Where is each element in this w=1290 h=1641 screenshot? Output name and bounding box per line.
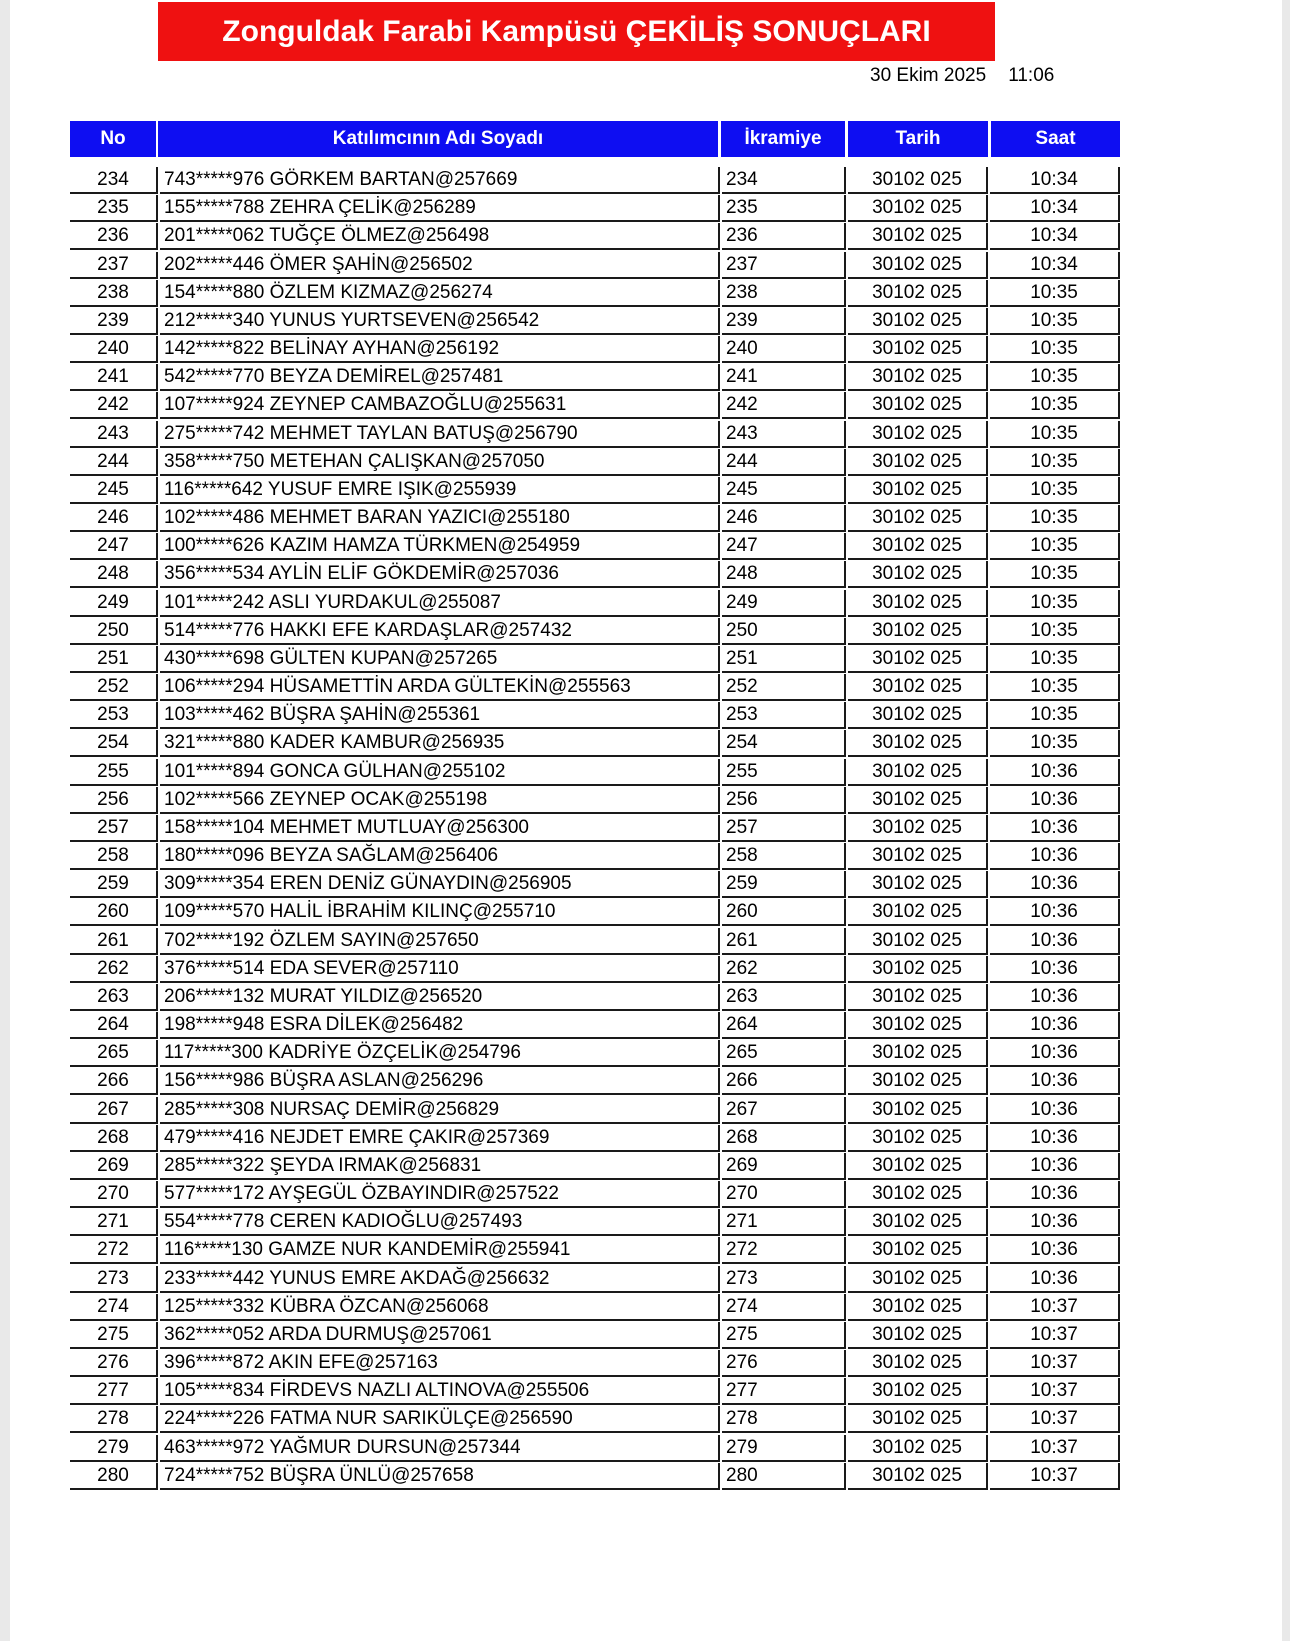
cell-participant-name: 125*****332 KÜBRA ÖZCAN@256068	[160, 1294, 720, 1321]
table-row	[10, 195, 1282, 223]
table-row	[10, 984, 1282, 1012]
cell-participant-name: 396*****872 AKIN EFE@257163	[160, 1350, 720, 1377]
cell-date: 30102 025	[848, 449, 988, 476]
table-row	[10, 1435, 1282, 1463]
table-row	[10, 646, 1282, 674]
cell-participant-name: 514*****776 HAKKI EFE KARDAŞLAR@257432	[160, 618, 720, 645]
cell-date: 30102 025	[848, 730, 988, 757]
cell-time: 10:36	[990, 1097, 1120, 1124]
cell-prize: 259	[722, 871, 846, 898]
table-row	[10, 1378, 1282, 1406]
cell-prize: 270	[722, 1181, 846, 1208]
cell-no: 248	[70, 561, 158, 588]
cell-participant-name: 116*****642 YUSUF EMRE IŞIK@255939	[160, 477, 720, 504]
cell-prize: 267	[722, 1097, 846, 1124]
cell-participant-name: 463*****972 YAĞMUR DURSUN@257344	[160, 1435, 720, 1462]
cell-participant-name: 155*****788 ZEHRA ÇELİK@256289	[160, 195, 720, 222]
cell-date: 30102 025	[848, 1266, 988, 1293]
cell-participant-name: 321*****880 KADER KAMBUR@256935	[160, 730, 720, 757]
cell-participant-name: 116*****130 GAMZE NUR KANDEMİR@255941	[160, 1237, 720, 1264]
cell-time: 10:35	[990, 308, 1120, 335]
cell-prize: 248	[722, 561, 846, 588]
cell-time: 10:36	[990, 984, 1120, 1011]
cell-date: 30102 025	[848, 646, 988, 673]
cell-prize: 242	[722, 392, 846, 419]
cell-prize: 274	[722, 1294, 846, 1321]
cell-date: 30102 025	[848, 1350, 988, 1377]
cell-no: 253	[70, 702, 158, 729]
cell-no: 254	[70, 730, 158, 757]
cell-participant-name: 362*****052 ARDA DURMUŞ@257061	[160, 1322, 720, 1349]
cell-participant-name: 743*****976 GÖRKEM BARTAN@257669	[160, 167, 720, 194]
table-row	[10, 308, 1282, 336]
cell-prize: 268	[722, 1125, 846, 1152]
cell-date: 30102 025	[848, 702, 988, 729]
table-row	[10, 759, 1282, 787]
cell-participant-name: 142*****822 BELİNAY AYHAN@256192	[160, 336, 720, 363]
cell-time: 10:36	[990, 1153, 1120, 1180]
print-date: 30 Ekim 2025	[870, 65, 987, 86]
table-row	[10, 1294, 1282, 1322]
cell-no: 261	[70, 928, 158, 955]
cell-no: 270	[70, 1181, 158, 1208]
cell-prize: 278	[722, 1406, 846, 1433]
cell-time: 10:35	[990, 364, 1120, 391]
cell-prize: 247	[722, 533, 846, 560]
cell-no: 244	[70, 449, 158, 476]
cell-prize: 257	[722, 815, 846, 842]
cell-date: 30102 025	[848, 815, 988, 842]
cell-prize: 235	[722, 195, 846, 222]
cell-participant-name: 198*****948 ESRA DİLEK@256482	[160, 1012, 720, 1039]
cell-date: 30102 025	[848, 899, 988, 926]
cell-prize: 245	[722, 477, 846, 504]
cell-no: 277	[70, 1378, 158, 1405]
cell-time: 10:34	[990, 252, 1120, 279]
table-row	[10, 1068, 1282, 1096]
cell-no: 271	[70, 1209, 158, 1236]
cell-time: 10:34	[990, 223, 1120, 250]
cell-no: 235	[70, 195, 158, 222]
table-row	[10, 1012, 1282, 1040]
cell-time: 10:37	[990, 1322, 1120, 1349]
cell-date: 30102 025	[848, 871, 988, 898]
cell-time: 10:35	[990, 533, 1120, 560]
table-row	[10, 730, 1282, 758]
cell-no: 251	[70, 646, 158, 673]
column-header-name: Katılımcının Adı Soyadı	[158, 121, 718, 157]
print-time: 11:06	[1008, 65, 1055, 86]
cell-date: 30102 025	[848, 533, 988, 560]
cell-no: 234	[70, 167, 158, 194]
cell-prize: 265	[722, 1040, 846, 1067]
cell-time: 10:35	[990, 392, 1120, 419]
cell-participant-name: 180*****096 BEYZA SAĞLAM@256406	[160, 843, 720, 870]
cell-no: 267	[70, 1097, 158, 1124]
table-row	[10, 871, 1282, 899]
table-row	[10, 843, 1282, 871]
cell-date: 30102 025	[848, 787, 988, 814]
cell-time: 10:35	[990, 449, 1120, 476]
cell-time: 10:36	[990, 1012, 1120, 1039]
cell-prize: 266	[722, 1068, 846, 1095]
cell-no: 249	[70, 590, 158, 617]
table-row	[10, 1040, 1282, 1068]
table-row	[10, 364, 1282, 392]
table-row	[10, 336, 1282, 364]
cell-participant-name: 702*****192 ÖZLEM SAYIN@257650	[160, 928, 720, 955]
cell-no: 269	[70, 1153, 158, 1180]
cell-participant-name: 154*****880 ÖZLEM KIZMAZ@256274	[160, 280, 720, 307]
cell-date: 30102 025	[848, 252, 988, 279]
cell-date: 30102 025	[848, 1378, 988, 1405]
cell-participant-name: 309*****354 EREN DENİZ GÜNAYDIN@256905	[160, 871, 720, 898]
table-row	[10, 1097, 1282, 1125]
cell-date: 30102 025	[848, 590, 988, 617]
cell-time: 10:36	[990, 1181, 1120, 1208]
table-row	[10, 421, 1282, 449]
cell-time: 10:36	[990, 815, 1120, 842]
cell-prize: 262	[722, 956, 846, 983]
table-row	[10, 1463, 1282, 1491]
table-row	[10, 477, 1282, 505]
cell-participant-name: 285*****322 ŞEYDA IRMAK@256831	[160, 1153, 720, 1180]
cell-time: 10:36	[990, 1125, 1120, 1152]
cell-no: 263	[70, 984, 158, 1011]
cell-prize: 253	[722, 702, 846, 729]
cell-prize: 246	[722, 505, 846, 532]
cell-date: 30102 025	[848, 280, 988, 307]
cell-no: 264	[70, 1012, 158, 1039]
cell-prize: 249	[722, 590, 846, 617]
table-row	[10, 505, 1282, 533]
cell-prize: 251	[722, 646, 846, 673]
table-row	[10, 280, 1282, 308]
cell-participant-name: 285*****308 NURSAÇ DEMİR@256829	[160, 1097, 720, 1124]
cell-prize: 254	[722, 730, 846, 757]
table-row	[10, 618, 1282, 646]
cell-date: 30102 025	[848, 618, 988, 645]
cell-prize: 273	[722, 1266, 846, 1293]
table-row	[10, 1237, 1282, 1265]
cell-prize: 239	[722, 308, 846, 335]
cell-date: 30102 025	[848, 1012, 988, 1039]
cell-prize: 244	[722, 449, 846, 476]
cell-participant-name: 107*****924 ZEYNEP CAMBAZOĞLU@255631	[160, 392, 720, 419]
cell-no: 279	[70, 1435, 158, 1462]
cell-date: 30102 025	[848, 167, 988, 194]
cell-prize: 269	[722, 1153, 846, 1180]
cell-no: 239	[70, 308, 158, 335]
table-row	[10, 223, 1282, 251]
cell-prize: 238	[722, 280, 846, 307]
cell-prize: 261	[722, 928, 846, 955]
document-page	[10, 0, 1282, 1641]
cell-participant-name: 109*****570 HALİL İBRAHİM KILINÇ@255710	[160, 899, 720, 926]
cell-prize: 264	[722, 1012, 846, 1039]
cell-prize: 279	[722, 1435, 846, 1462]
cell-no: 240	[70, 336, 158, 363]
cell-no: 250	[70, 618, 158, 645]
cell-time: 10:37	[990, 1350, 1120, 1377]
cell-participant-name: 479*****416 NEJDET EMRE ÇAKIR@257369	[160, 1125, 720, 1152]
cell-no: 259	[70, 871, 158, 898]
cell-no: 255	[70, 759, 158, 786]
cell-prize: 263	[722, 984, 846, 1011]
cell-time: 10:35	[990, 477, 1120, 504]
cell-participant-name: 101*****242 ASLI YURDAKUL@255087	[160, 590, 720, 617]
column-header-time: Saat	[991, 121, 1120, 157]
cell-date: 30102 025	[848, 1294, 988, 1321]
cell-time: 10:35	[990, 590, 1120, 617]
table-row	[10, 1153, 1282, 1181]
cell-prize: 240	[722, 336, 846, 363]
table-row	[10, 1406, 1282, 1434]
cell-date: 30102 025	[848, 421, 988, 448]
cell-no: 252	[70, 674, 158, 701]
cell-participant-name: 376*****514 EDA SEVER@257110	[160, 956, 720, 983]
cell-no: 241	[70, 364, 158, 391]
cell-participant-name: 356*****534 AYLİN ELİF GÖKDEMİR@257036	[160, 561, 720, 588]
table-row	[10, 1209, 1282, 1237]
cell-no: 276	[70, 1350, 158, 1377]
cell-prize: 277	[722, 1378, 846, 1405]
cell-date: 30102 025	[848, 392, 988, 419]
cell-prize: 252	[722, 674, 846, 701]
cell-time: 10:37	[990, 1406, 1120, 1433]
cell-date: 30102 025	[848, 674, 988, 701]
cell-no: 243	[70, 421, 158, 448]
cell-time: 10:36	[990, 1266, 1120, 1293]
cell-participant-name: 105*****834 FİRDEVS NAZLI ALTINOVA@255506	[160, 1378, 720, 1405]
cell-no: 265	[70, 1040, 158, 1067]
cell-date: 30102 025	[848, 223, 988, 250]
cell-prize: 237	[722, 252, 846, 279]
table-row	[10, 1322, 1282, 1350]
cell-participant-name: 233*****442 YUNUS EMRE AKDAĞ@256632	[160, 1266, 720, 1293]
cell-date: 30102 025	[848, 956, 988, 983]
cell-no: 245	[70, 477, 158, 504]
cell-no: 272	[70, 1237, 158, 1264]
cell-no: 246	[70, 505, 158, 532]
column-header-prize: İkramiye	[721, 121, 845, 157]
cell-participant-name: 554*****778 CEREN KADIOĞLU@257493	[160, 1209, 720, 1236]
cell-no: 247	[70, 533, 158, 560]
cell-date: 30102 025	[848, 984, 988, 1011]
cell-date: 30102 025	[848, 1209, 988, 1236]
cell-participant-name: 212*****340 YUNUS YURTSEVEN@256542	[160, 308, 720, 335]
cell-time: 10:35	[990, 336, 1120, 363]
cell-no: 236	[70, 223, 158, 250]
cell-time: 10:35	[990, 730, 1120, 757]
table-row	[10, 590, 1282, 618]
cell-prize: 255	[722, 759, 846, 786]
cell-date: 30102 025	[848, 1181, 988, 1208]
cell-time: 10:36	[990, 787, 1120, 814]
cell-time: 10:36	[990, 759, 1120, 786]
cell-no: 238	[70, 280, 158, 307]
cell-participant-name: 158*****104 MEHMET MUTLUAY@256300	[160, 815, 720, 842]
table-row	[10, 252, 1282, 280]
cell-time: 10:37	[990, 1294, 1120, 1321]
cell-no: 237	[70, 252, 158, 279]
cell-no: 266	[70, 1068, 158, 1095]
cell-participant-name: 542*****770 BEYZA DEMİREL@257481	[160, 364, 720, 391]
cell-time: 10:35	[990, 280, 1120, 307]
cell-date: 30102 025	[848, 1097, 988, 1124]
cell-date: 30102 025	[848, 1237, 988, 1264]
cell-prize: 258	[722, 843, 846, 870]
cell-prize: 260	[722, 899, 846, 926]
table-row	[10, 815, 1282, 843]
cell-participant-name: 275*****742 MEHMET TAYLAN BATUŞ@256790	[160, 421, 720, 448]
cell-participant-name: 224*****226 FATMA NUR SARIKÜLÇE@256590	[160, 1406, 720, 1433]
table-row	[10, 899, 1282, 927]
cell-time: 10:35	[990, 505, 1120, 532]
cell-participant-name: 724*****752 BÜŞRA ÜNLÜ@257658	[160, 1463, 720, 1490]
cell-participant-name: 577*****172 AYŞEGÜL ÖZBAYINDIR@257522	[160, 1181, 720, 1208]
cell-no: 268	[70, 1125, 158, 1152]
table-row	[10, 928, 1282, 956]
cell-time: 10:36	[990, 928, 1120, 955]
column-header-no: No	[70, 121, 156, 157]
cell-participant-name: 202*****446 ÖMER ŞAHİN@256502	[160, 252, 720, 279]
cell-time: 10:37	[990, 1435, 1120, 1462]
cell-no: 278	[70, 1406, 158, 1433]
cell-participant-name: 100*****626 KAZIM HAMZA TÜRKMEN@254959	[160, 533, 720, 560]
table-row	[10, 449, 1282, 477]
cell-no: 274	[70, 1294, 158, 1321]
cell-date: 30102 025	[848, 364, 988, 391]
cell-time: 10:34	[990, 167, 1120, 194]
cell-date: 30102 025	[848, 477, 988, 504]
cell-participant-name: 430*****698 GÜLTEN KUPAN@257265	[160, 646, 720, 673]
cell-no: 258	[70, 843, 158, 870]
cell-time: 10:35	[990, 646, 1120, 673]
cell-date: 30102 025	[848, 1068, 988, 1095]
table-row	[10, 702, 1282, 730]
cell-time: 10:37	[990, 1463, 1120, 1490]
cell-prize: 256	[722, 787, 846, 814]
cell-no: 257	[70, 815, 158, 842]
cell-date: 30102 025	[848, 308, 988, 335]
print-timestamp	[870, 65, 1110, 87]
cell-time: 10:35	[990, 702, 1120, 729]
cell-date: 30102 025	[848, 195, 988, 222]
cell-prize: 234	[722, 167, 846, 194]
cell-no: 260	[70, 899, 158, 926]
cell-date: 30102 025	[848, 1463, 988, 1490]
cell-date: 30102 025	[848, 928, 988, 955]
cell-date: 30102 025	[848, 1040, 988, 1067]
cell-no: 242	[70, 392, 158, 419]
cell-participant-name: 358*****750 METEHAN ÇALIŞKAN@257050	[160, 449, 720, 476]
cell-time: 10:36	[990, 1068, 1120, 1095]
cell-time: 10:37	[990, 1378, 1120, 1405]
cell-prize: 250	[722, 618, 846, 645]
cell-participant-name: 101*****894 GONCA GÜLHAN@255102	[160, 759, 720, 786]
cell-prize: 275	[722, 1322, 846, 1349]
cell-participant-name: 103*****462 BÜŞRA ŞAHİN@255361	[160, 702, 720, 729]
table-row	[10, 956, 1282, 984]
cell-participant-name: 201*****062 TUĞÇE ÖLMEZ@256498	[160, 223, 720, 250]
cell-participant-name: 102*****486 MEHMET BARAN YAZICI@255180	[160, 505, 720, 532]
column-header-date: Tarih	[848, 121, 988, 157]
page-title: Zonguldak Farabi Kampüsü ÇEKİLİŞ SONUÇLARI	[222, 14, 931, 48]
cell-time: 10:36	[990, 1040, 1120, 1067]
cell-participant-name: 102*****566 ZEYNEP OCAK@255198	[160, 787, 720, 814]
table-row	[10, 167, 1282, 195]
cell-time: 10:36	[990, 956, 1120, 983]
cell-prize: 276	[722, 1350, 846, 1377]
cell-participant-name: 156*****986 BÜŞRA ASLAN@256296	[160, 1068, 720, 1095]
cell-time: 10:36	[990, 843, 1120, 870]
table-row	[10, 1266, 1282, 1294]
cell-time: 10:36	[990, 899, 1120, 926]
table-row	[10, 674, 1282, 702]
cell-date: 30102 025	[848, 1125, 988, 1152]
cell-date: 30102 025	[848, 1153, 988, 1180]
cell-time: 10:35	[990, 674, 1120, 701]
cell-no: 262	[70, 956, 158, 983]
cell-time: 10:36	[990, 1237, 1120, 1264]
cell-date: 30102 025	[848, 336, 988, 363]
cell-participant-name: 206*****132 MURAT YILDIZ@256520	[160, 984, 720, 1011]
cell-prize: 236	[722, 223, 846, 250]
cell-prize: 271	[722, 1209, 846, 1236]
table-row	[10, 787, 1282, 815]
cell-no: 275	[70, 1322, 158, 1349]
cell-participant-name: 117*****300 KADRİYE ÖZÇELİK@254796	[160, 1040, 720, 1067]
cell-participant-name: 106*****294 HÜSAMETTİN ARDA GÜLTEKİN@255563	[160, 674, 720, 701]
table-row	[10, 561, 1282, 589]
cell-date: 30102 025	[848, 505, 988, 532]
cell-date: 30102 025	[848, 1406, 988, 1433]
cell-time: 10:35	[990, 421, 1120, 448]
cell-prize: 243	[722, 421, 846, 448]
table-row	[10, 1181, 1282, 1209]
table-row	[10, 1350, 1282, 1378]
table-row	[10, 392, 1282, 420]
cell-no: 256	[70, 787, 158, 814]
table-row	[10, 533, 1282, 561]
cell-date: 30102 025	[848, 843, 988, 870]
cell-time: 10:36	[990, 871, 1120, 898]
cell-time: 10:35	[990, 561, 1120, 588]
cell-prize: 280	[722, 1463, 846, 1490]
title-banner	[158, 2, 995, 61]
cell-date: 30102 025	[848, 1435, 988, 1462]
cell-time: 10:35	[990, 618, 1120, 645]
cell-date: 30102 025	[848, 759, 988, 786]
cell-no: 273	[70, 1266, 158, 1293]
table-row	[10, 1125, 1282, 1153]
cell-date: 30102 025	[848, 561, 988, 588]
cell-prize: 272	[722, 1237, 846, 1264]
cell-time: 10:34	[990, 195, 1120, 222]
cell-no: 280	[70, 1463, 158, 1490]
cell-time: 10:36	[990, 1209, 1120, 1236]
cell-date: 30102 025	[848, 1322, 988, 1349]
cell-prize: 241	[722, 364, 846, 391]
